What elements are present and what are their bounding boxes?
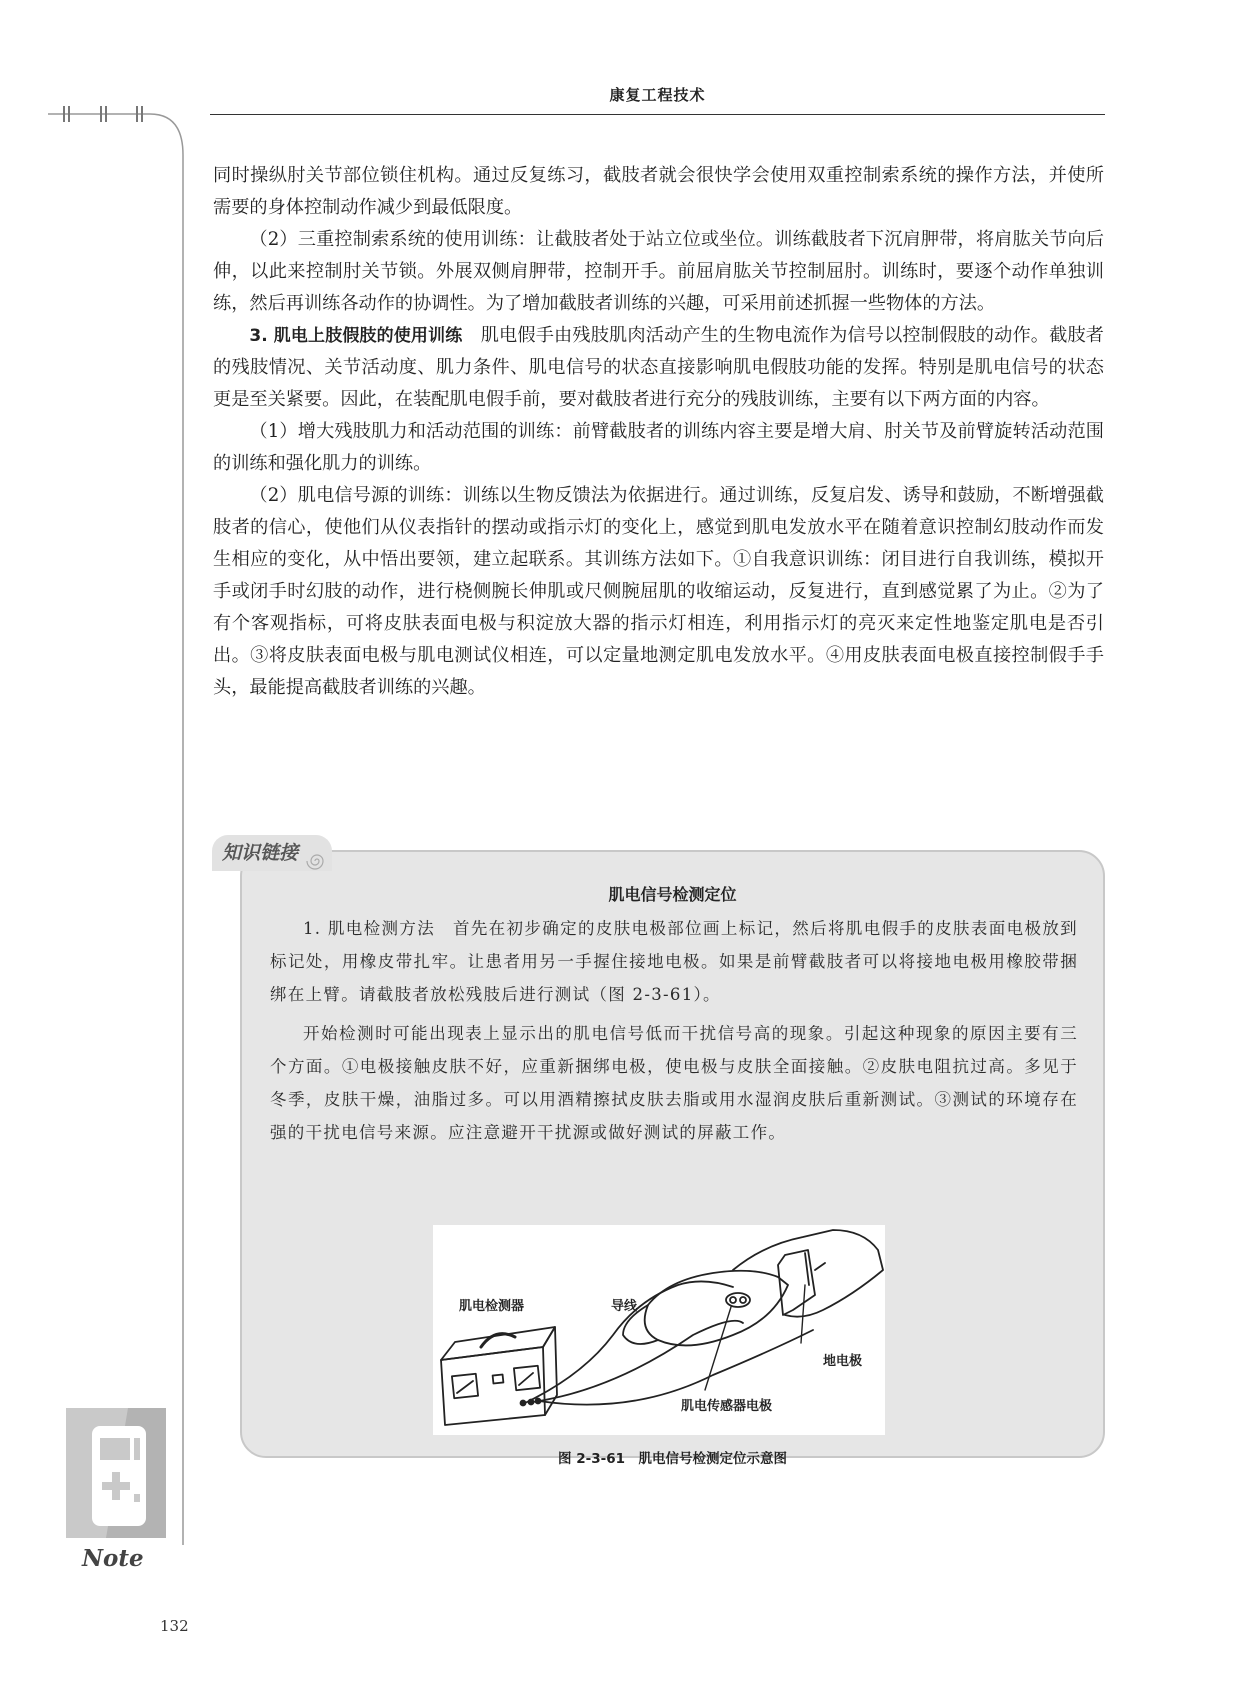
figure-label-wire: 导线: [611, 1299, 638, 1314]
swirl-ornament: [306, 850, 328, 872]
knowledge-title: 肌电信号检测定位: [608, 885, 737, 904]
paragraph: （2）三重控制索系统的使用训练：让截肢者处于站立位或坐位。训练截肢者下沉肩胛带，将肩肱关节向后伸，以此来控制肘关节锁。外展双侧肩胛带，控制开手。前屈肩肱关节控制屈肘。训练时，要逐个动作单独训练，然后再训练各动作的协调性。为了增加截肢者训练的兴趣，可采用前述抓握一些物体的方法。: [213, 229, 1104, 314]
paragraph: （1）增大残肢肌力和活动范围的训练：前臂截肢者的训练内容主要是增大肩、肘关节及前臂旋转活动范围的训练和强化肌力的训练。: [213, 421, 1104, 474]
section-text: 肌电假手由残肢肌肉活动产生的生物电流作为信号以控制假肢的动作。截肢者的残肢情况、关节活动度、肌力条件、肌电信号的状态直接影响肌电假肢功能的发挥。特别是肌电信号的状态更是至关紧要。因此，在装配肌电假手前，要对截肢者进行充分的残肢训练，主要有以下两方面的内容。: [213, 325, 1104, 410]
figure-label-sensor: 肌电传感器电极: [681, 1399, 773, 1414]
running-header: 康复工程技术: [609, 86, 706, 104]
note-icon: [66, 1408, 166, 1538]
margin-decoration: [0, 0, 200, 1545]
emg-detection-drawing: [433, 1225, 885, 1435]
section-heading: 3. 肌电上肢假肢的使用训练: [249, 326, 463, 346]
paragraph: （2）肌电信号源的训练：训练以生物反馈法为依据进行。通过训练，反复启发、诱导和鼓励，不断增强截肢者的信心，使他们从仪表指针的摆动或指示灯的变化上，感觉到肌电发放水平在随着意识控制幻肢动作而发生相应的变化，从中悟出要领，建立起联系。其训练方法如下。①自我意识训练：闭目进行自我训练，模拟开手或闭手时幻肢的动作，进行桡侧腕长伸肌或尺侧腕屈肌的收缩运动，反复进行，直到感觉累了为止。②为了有个客观指标，可将皮肤表面电极与积淀放大器的指示灯相连，利用指示灯的亮灭来定性地鉴定肌电是否引出。③将皮肤表面电极与肌电测试仪相连，可以定量地测定肌电发放水平。④用皮肤表面电极直接控制假手手头，最能提高截肢者训练的兴趣。: [213, 485, 1104, 698]
paragraph: 开始检测时可能出现表上显示出的肌电信号低而干扰信号高的现象。引起这种现象的原因主要有三个方面。①电极接触皮肤不好，应重新捆绑电极，使电极与皮肤全面接触。②皮肤电阻抗过高。多见于冬季，皮肤干燥，油脂过多。可以用酒精擦拭皮肤去脂或用水湿润皮肤后重新测试。③测试的环境存在强的干扰电信号来源。应注意避开干扰源或做好测试的屏蔽工作。: [270, 1024, 1078, 1142]
page-number: 132: [160, 1617, 189, 1635]
figure-caption: 图 2-3-61 肌电信号检测定位示意图: [558, 1451, 787, 1467]
figure-label-ground: 地电极: [823, 1354, 863, 1369]
header-rule: [210, 114, 1105, 115]
knowledge-text: [270, 912, 1078, 1149]
section-paragraph: [213, 320, 1104, 416]
note-label: Note: [82, 1545, 144, 1572]
knowledge-link-tab: 知识链接: [212, 835, 332, 871]
paragraph: 同时操纵肘关节部位锁住机构。通过反复练习，截肢者就会很快学会使用双重控制索系统的操作方法，并使所需要的身体控制动作减少到最低限度。: [213, 165, 1104, 218]
main-text: [213, 160, 1104, 704]
paragraph: 1. 肌电检测方法 首先在初步确定的皮肤电极部位画上标记，然后将肌电假手的皮肤表面电极放到标记处，用橡皮带扎牢。让患者用另一手握住接地电极。如果是前臂截肢者可以将接地电极用橡胶带捆绑在上臂。请截肢者放松残肢后进行测试（图 2-3-61）。: [270, 919, 1078, 1004]
figure-illustration: [433, 1225, 885, 1435]
figure-label-detector: 肌电检测器: [459, 1299, 525, 1314]
